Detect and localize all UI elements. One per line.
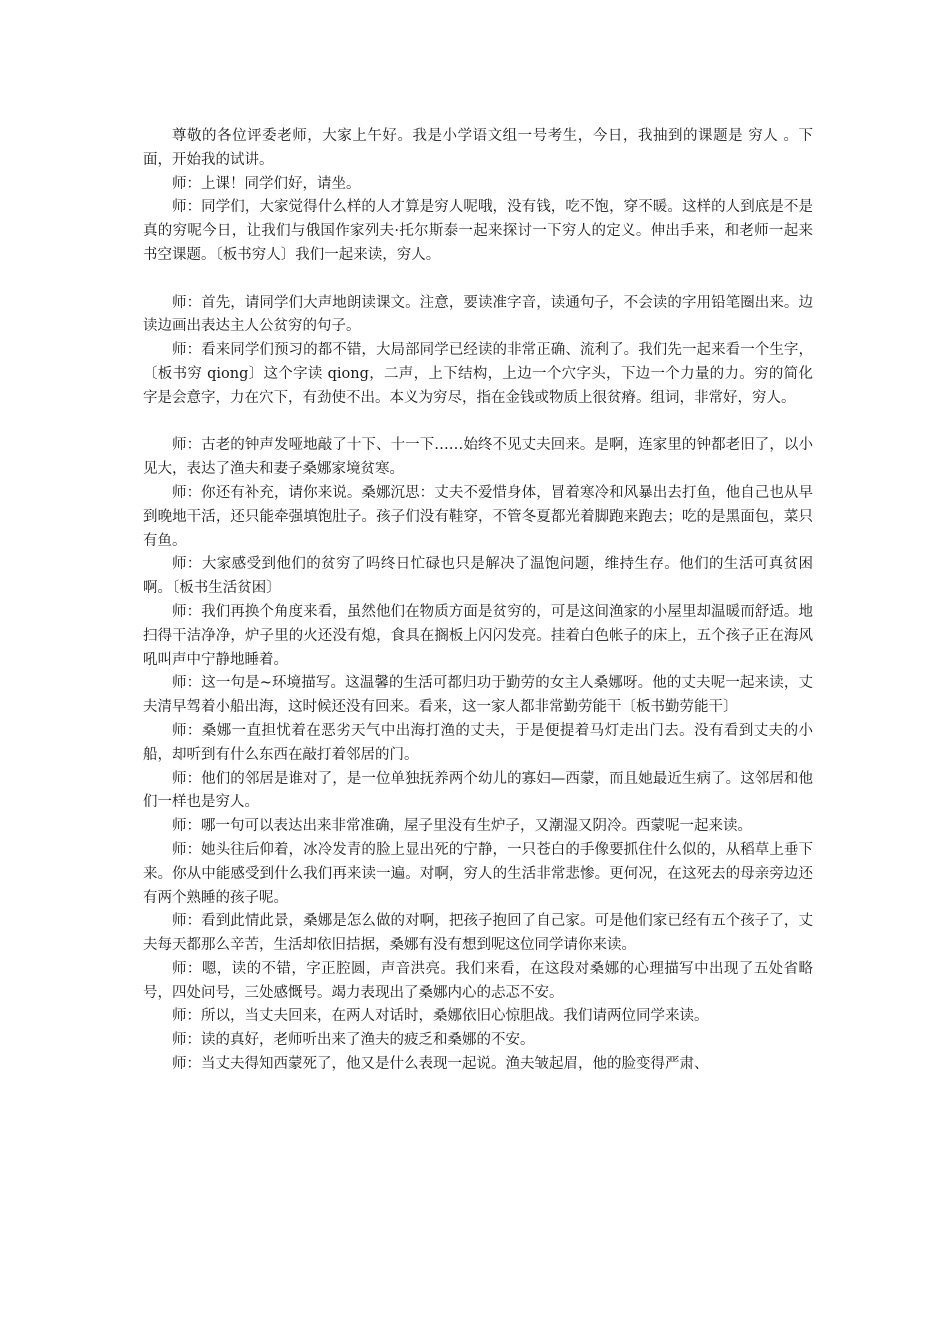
paragraph: 师：他们的邻居是谁对了，是一位单独抚养两个幼儿的寡妇—西蒙，而且她最近生病了。这邻居和他们一样也是穷人。 (143, 770, 813, 811)
paragraph: 师：我们再换个角度来看，虽然他们在物质方面是贫穷的，可是这间渔家的小屋里却温暖而舒适。地扫得干洁净净，炉子里的火还没有熄，食具在搁板上闪闪发亮。挂着白色帐子的床上，五个孩子正在海风吼叫声中宁静地睡着。 (143, 603, 813, 668)
paragraph: 师：嗯，读的不错，字正腔圆，声音洪亮。我们来看，在这段对桑娜的心理描写中出现了五处省略号，四处问号，三处感慨号。竭力表现出了桑娜内心的忐忑不安。 (143, 960, 813, 1001)
paragraph: 师：看来同学们预习的都不错，大局部同学已经读的非常正确、流利了。我们先一起来看一个生字，〔板书穷 qiong〕这个字读 qiong，二声，上下结构，上边一个穴字头，下边一个力量的力。穷的简化字是会意字，力在穴下，有劲使不出。本义为穷尽，指在金钱或物质上很贫瘠。组词，非常好，穷人。 (143, 342, 813, 406)
paragraph: 师：你还有补充，请你来说。桑娜沉思：丈夫不爱惜身体，冒着寒冷和风暴出去打鱼，他自己也从早到晚地干活，还只能牵强填饱肚子。孩子们没有鞋穿，不管冬夏都光着脚跑来跑去；吃的是黑面包，菜只有鱼。 (143, 484, 813, 549)
paragraph: 师：所以，当丈夫回来，在两人对话时，桑娜依旧心惊胆战。我们请两位同学来读。 (172, 1008, 709, 1025)
paragraph: 师：哪一句可以表达出来非常准确，屋子里没有生炉子，又潮湿又阴冷。西蒙呢一起来读。 (172, 818, 752, 835)
paragraph: 师：当丈夫得知西蒙死了，他又是什么表现一起说。渔夫皱起眉，他的脸变得严肃、 (172, 1056, 709, 1073)
paragraph: 师：桑娜一直担忧着在恶劣天气中出海打渔的丈夫，于是便提着马灯走出门去。没有看到丈夫的小船，却听到有什么东西在敲打着邻居的门。 (143, 722, 813, 763)
paragraph: 师：读的真好，老师听出来了渔夫的疲乏和桑娜的不安。 (172, 1032, 535, 1049)
paragraph: 师：看到此情此景，桑娜是怎么做的对啊，把孩子抱回了自己家。可是他们家已经有五个孩子了，丈夫每天都那么辛苦，生活却依旧拮据，桑娜有没有想到呢这位同学请你来读。 (143, 913, 813, 954)
blank-line (143, 268, 813, 292)
paragraph: 师：大家感受到他们的贫穷了吗终日忙碌也只是解决了温饱问题，维持生存。他们的生活可真贫困啊。〔板书生活贫困〕 (143, 556, 813, 597)
blank-line (143, 411, 813, 435)
paragraph: 师：她头往后仰着，冰冷发青的脸上显出死的宁静，一只苍白的手像要抓住什么似的，从稻草上垂下来。你从中能感受到什么我们再来读一遍。对啊，穷人的生活非常悲惨。更何况，在这死去的母亲旁边还有两个熟睡的孩子呢。 (143, 841, 813, 906)
paragraph: 师：这一句是~环境描写。这温馨的生活可都归功于勤劳的女主人桑娜呀。他的丈夫呢一起来读，丈夫清早驾着小船出海，这时候还没有回来。看来，这一家人都非常勤劳能干〔板书勤劳能干〕 (143, 675, 813, 716)
paragraph: 师：首先，请同学们大声地朗读课文。注意，要读准字音，读通句子，不会读的字用铅笔圈出来。边读边画出表达主人公贫穷的句子。 (143, 294, 813, 335)
paragraph: 师：古老的钟声发哑地敲了十下、十一下……始终不见丈夫回来。是啊，连家里的钟都老旧了，以小见大，表达了渔夫和妻子桑娜家境贫寒。 (143, 437, 813, 478)
document-page (143, 125, 813, 1077)
paragraph-intro: 尊敬的各位评委老师，大家上午好。我是小学语文组一号考生，今日，我抽到的课题是 穷人 。下面，开始我的试讲。 (143, 128, 813, 168)
paragraph: 师：上课！同学们好，请坐。 (172, 175, 361, 192)
paragraph: 师：同学们，大家觉得什么样的人才算是穷人呢哦，没有钱，吃不饱，穿不暖。这样的人到底是不是真的穷呢今日，让我们与俄国作家列夫·托尔斯泰一起来探讨一下穷人的定义。伸出手来，和老师一起来书空课题。〔板书穷人〕我们一起来读，穷人。 (143, 199, 813, 263)
